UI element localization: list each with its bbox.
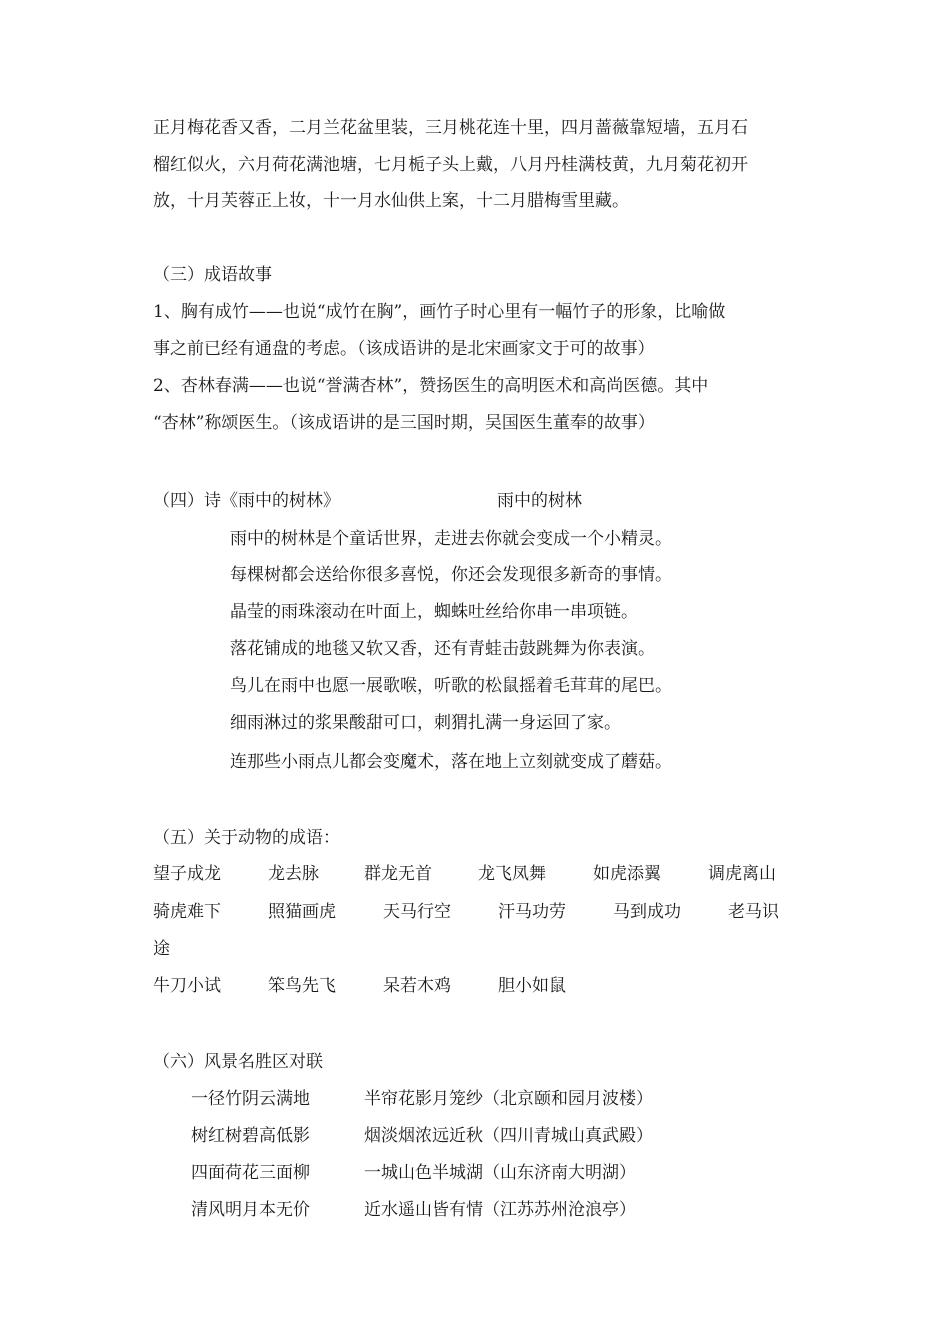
paragraph-line: 事之前已经有通盘的考虑。（该成语讲的是北宋画家文于可的故事）: [153, 339, 655, 359]
couplet-second-line: 近水遥山皆有情（江苏苏州沧浪亭）: [364, 1200, 636, 1220]
paragraph-line: 正月梅花香又香，二月兰花盆里装，三月桃花连十里，四月蔷薇靠短墙，五月石: [153, 118, 748, 138]
couplet-second-line: 一城山色半城湖（山东济南大明湖）: [364, 1163, 636, 1183]
poem-line: 连那些小雨点儿都会变魔术，落在地上立刻就变成了蘑菇。: [230, 752, 672, 772]
couplet-first-line: 清风明月本无价: [191, 1200, 310, 1220]
paragraph-line: “杏林”称颂医生。（该成语讲的是三国时期，吴国医生董奉的故事）: [153, 413, 655, 433]
idiom-item: 如虎添翼: [593, 864, 661, 884]
idiom-item: 骑虎难下: [153, 902, 221, 922]
section-heading: （四）诗《雨中的树林》: [153, 491, 340, 511]
idiom-item: 马到成功: [613, 902, 681, 922]
couplet-first-line: 树红树碧高低影: [191, 1126, 310, 1146]
idiom-item: 龙去脉: [268, 864, 319, 884]
poem-line: 每棵树都会送给你很多喜悦，你还会发现很多新奇的事情。: [230, 565, 672, 585]
poem-line: 细雨淋过的浆果酸甜可口，刺猬扎满一身运回了家。: [230, 713, 621, 733]
idiom-item: 牛刀小试: [153, 976, 221, 996]
section-heading: （三）成语故事: [153, 265, 272, 285]
couplet-first-line: 一径竹阴云满地: [191, 1089, 310, 1109]
idiom-item: 笨鸟先飞: [268, 976, 336, 996]
couplet-first-line: 四面荷花三面柳: [191, 1163, 310, 1183]
idiom-item: 呆若木鸡: [383, 976, 451, 996]
couplet-second-line: 烟淡烟浓远近秋（四川青城山真武殿）: [364, 1126, 653, 1146]
section-heading: （六）风景名胜区对联: [153, 1052, 323, 1072]
idiom-item-continuation: 途: [153, 939, 170, 959]
idiom-item: 望子成龙: [153, 864, 221, 884]
section-heading: （五）关于动物的成语：: [153, 828, 340, 848]
poem-line: 雨中的树林是个童话世界，走进去你就会变成一个小精灵。: [230, 529, 672, 549]
poem-line: 鸟儿在雨中也愿一展歌喉，听歌的松鼠摇着毛茸茸的尾巴。: [230, 676, 672, 696]
idiom-item: 汗马功劳: [498, 902, 566, 922]
paragraph-line: 放，十月芙蓉正上妆，十一月水仙供上案，十二月腊梅雪里藏。: [153, 191, 629, 211]
poem-line: 落花铺成的地毯又软又香，还有青蛙击鼓跳舞为你表演。: [230, 639, 655, 659]
paragraph-line: 2、杏林春满——也说“誉满杏林”，赞扬医生的高明医术和高尚医德。其中: [153, 376, 709, 396]
poem-line: 晶莹的雨珠滚动在叶面上，蜘蛛吐丝给你串一串项链。: [230, 602, 638, 622]
paragraph-line: 榴红似火，六月荷花满池塘，七月栀子头上戴，八月丹桂满枝黄，九月菊花初开: [153, 155, 748, 175]
idiom-item: 胆小如鼠: [498, 976, 566, 996]
couplet-second-line: 半帘花影月笼纱（北京颐和园月波楼）: [364, 1089, 653, 1109]
idiom-item: 龙飞凤舞: [478, 864, 546, 884]
idiom-item: 老马识: [728, 902, 779, 922]
poem-title: 雨中的树林: [497, 491, 582, 511]
paragraph-line: 1、胸有成竹——也说“成竹在胸”，画竹子时心里有一幅竹子的形象，比喻做: [153, 302, 726, 322]
idiom-item: 照猫画虎: [268, 902, 336, 922]
idiom-item: 调虎离山: [708, 864, 776, 884]
idiom-item: 群龙无首: [364, 864, 432, 884]
idiom-item: 天马行空: [383, 902, 451, 922]
